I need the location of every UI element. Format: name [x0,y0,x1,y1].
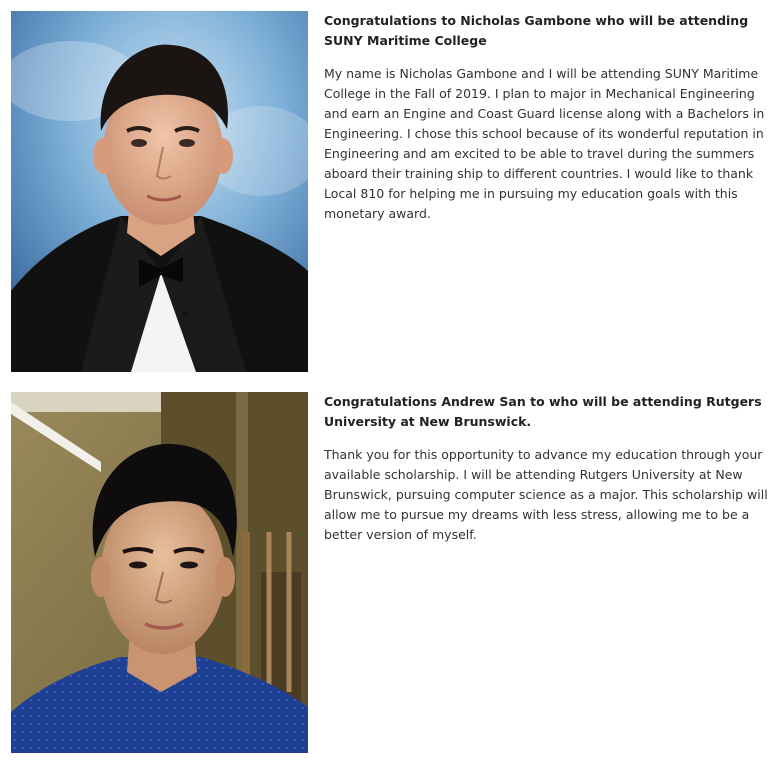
entry-text [324,392,771,545]
entry-headline: Congratulations Andrew San to who will be attending Rutgers University at New Brunswick. [324,394,762,429]
student-portrait-photo [11,392,308,753]
entry-body: Thank you for this opportunity to advance my education through your available scholarship. I will be attending Rutgers University at New Brunswick, pursuing computer science as a major. This scholarship will allow me to pursue my dreams with less stress, allowing me to be a better version of myself. [324,447,768,542]
entry-text [324,11,771,224]
entry-headline: Congratulations to Nicholas Gambone who will be attending SUNY Maritime College [324,13,749,48]
entry-body: My name is Nicholas Gambone and I will be attending SUNY Maritime College in the Fall of 2019. I plan to major in Mechanical Engineering and earn an Engine and Coast Guard license along with a Bachelors in Engineering. I chose this school because of its wonderful reputation in Engineering and am excited to be able to travel during the summers aboard their training ship to different countries. I would like to thank Local 810 for helping me in pursuing my education goals with this monetary award. [324,66,765,221]
student-portrait-photo [11,11,308,372]
